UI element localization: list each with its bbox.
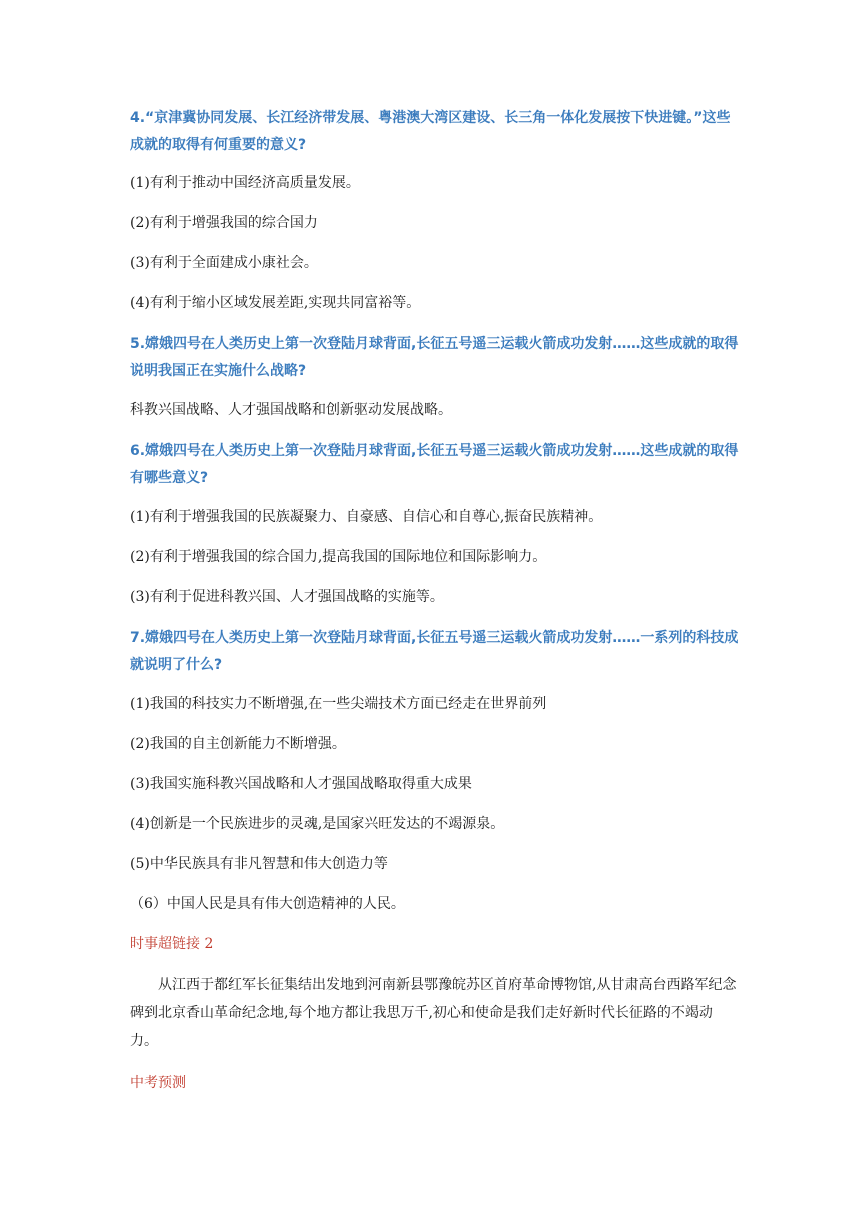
q7-answer-3: (3)我国实施科教兴国战略和人才强国战略取得重大成果	[130, 776, 472, 792]
q7-answer-5: (5)中华民族具有非凡智慧和伟大创造力等	[130, 856, 388, 872]
section-heading-exam-prediction: 中考预测	[130, 1075, 186, 1091]
question-5-title: 5.嫦娥四号在人类历史上第一次登陆月球背面,长征五号遥三运载火箭成功发射……这些成就的取得说明我国正在实施什么战略?	[130, 336, 739, 379]
question-7-title: 7.嫦娥四号在人类历史上第一次登陆月球背面,长征五号遥三运载火箭成功发射……一系列的科技成就说明了什么?	[130, 630, 739, 673]
q4-answer-3: (3)有利于全面建成小康社会。	[130, 255, 318, 271]
q7-answer-1: (1)我国的科技实力不断增强,在一些尖端技术方面已经走在世界前列	[130, 696, 547, 712]
q4-answer-4: (4)有利于缩小区域发展差距,实现共同富裕等。	[130, 295, 421, 311]
q6-answer-3: (3)有利于促进科教兴国、人才强国战略的实施等。	[130, 589, 444, 605]
q4-answer-1: (1)有利于推动中国经济高质量发展。	[130, 175, 360, 191]
q5-answer-1: 科教兴国战略、人才强国战略和创新驱动发展战略。	[130, 402, 452, 418]
section-heading-current-affairs: 时事超链接 2	[130, 936, 214, 952]
q7-answer-4: (4)创新是一个民族进步的灵魂,是国家兴旺发达的不竭源泉。	[130, 816, 505, 832]
q6-answer-1: (1)有利于增强我国的民族凝聚力、自豪感、自信心和自尊心,振奋民族精神。	[130, 509, 603, 525]
current-affairs-paragraph: 从江西于都红军长征集结出发地到河南新县鄂豫皖苏区首府革命博物馆,从甘肃高台西路军纪念碑到北京香山革命纪念地,每个地方都让我思万千,初心和使命是我们走好新时代长征路的不竭动力。	[130, 977, 737, 1049]
q7-answer-6: （6）中国人民是具有伟大创造精神的人民。	[130, 896, 405, 912]
question-4-title: 4.“京津冀协同发展、长江经济带发展、粤港澳大湾区建设、长三角一体化发展按下快进键。”这些成就的取得有何重要的意义?	[130, 110, 731, 153]
q4-answer-2: (2)有利于增强我国的综合国力	[130, 215, 318, 231]
q7-answer-2: (2)我国的自主创新能力不断增强。	[130, 736, 346, 752]
q6-answer-2: (2)有利于增强我国的综合国力,提高我国的国际地位和国际影响力。	[130, 549, 547, 565]
question-6-title: 6.嫦娥四号在人类历史上第一次登陆月球背面,长征五号遥三运载火箭成功发射……这些成就的取得有哪些意义?	[130, 443, 739, 486]
